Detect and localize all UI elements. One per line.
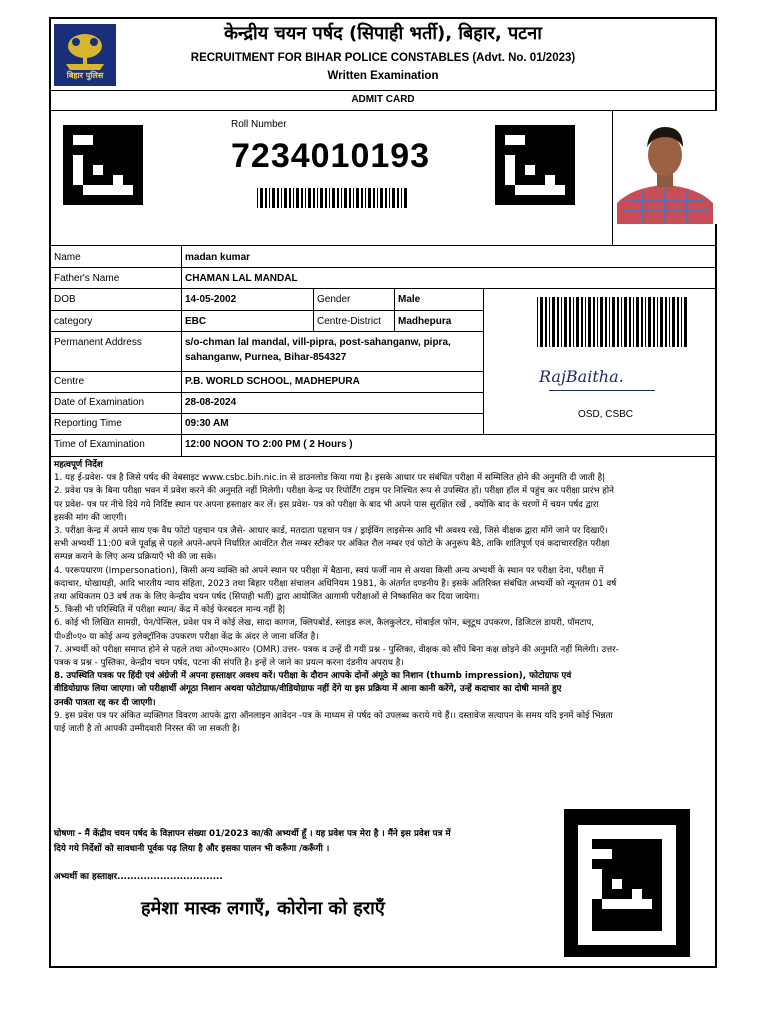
district-label: Centre-District <box>317 316 381 327</box>
father-label: Father's Name <box>54 273 120 284</box>
declaration-line1: घोषणा - मैं केंद्रीय चयन पर्षद के विज्ञापन संख्या 01/2023 का/की अभ्यर्थी हूँ । यह प्रवेश पत्र मेरा है । मैंने इस प्रवेश पत्र में <box>54 829 451 839</box>
candidate-barcode <box>537 297 687 347</box>
exam-time-value: 12:00 NOON TO 2:00 PM ( 2 Hours ) <box>185 439 353 450</box>
instruction-9b: पाई जाती है तो आपकी उम्मीदवारी निरस्त की जा सकती है। <box>54 724 241 735</box>
category-value: EBC <box>185 316 207 327</box>
instruction-8c: उनकी पात्रता रद्द कर दी जाएगी। <box>54 697 156 708</box>
father-value: CHAMAN LAL MANDAL <box>185 273 298 284</box>
declaration-line2: दिये गये निर्देशों को सावधानी पूर्वक पढ़ लिया है और इसका पालन भी करूँगा /करूँगी । <box>54 844 330 854</box>
instruction-3c: सम्पन्न कराने के लिए अन्य प्रक्रियाएँ भी की जा सके। <box>54 552 217 563</box>
instruction-5: 5. किसी भी परिस्थिति में परीक्षा स्थान/ केंद्र में कोई फेरबदल मान्य नहीं है| <box>54 605 286 616</box>
instructions <box>54 459 714 736</box>
roll-barcode <box>257 188 407 208</box>
admit-card-title: ADMIT CARD <box>351 94 415 105</box>
name-label: Name <box>54 252 81 263</box>
roll-number-label: Roll Number <box>231 119 287 130</box>
admit-card <box>49 17 717 968</box>
dob-value: 14-05-2002 <box>185 294 237 305</box>
centre-value: P.B. WORLD SCHOOL, MADHEPURA <box>185 376 360 387</box>
roll-number: 7234010193 <box>231 137 431 175</box>
title-hindi: केन्द्रीय चयन पर्षद (सिपाही भर्ती), बिहार, पटना <box>224 23 542 44</box>
instruction-7a: 7. अभ्यर्थी को परीक्षा समाप्त होने से पहले तथा ओ०एम०आर० (OMR) उत्तर- पत्रक व उन्हें दी गयी प्रश्न - पुस्तिका, वीक्षक को सौंपे बिना कक्ष छोड़ने की अनुमति नहीं मिलेगी। उत्तर- <box>54 644 619 655</box>
title-english: RECRUITMENT FOR BIHAR POLICE CONSTABLES (Advt. No. 01/2023) <box>190 52 576 64</box>
instructions-heading: महत्वपूर्ण निर्देश <box>54 460 103 470</box>
category-label: category <box>54 316 93 327</box>
exam-type: Written Examination <box>327 70 439 82</box>
logo-text: बिहार पुलिस <box>66 71 104 80</box>
qr-code-bottom-inner <box>592 839 662 927</box>
gender-value: Male <box>398 294 421 305</box>
address-line1: s/o-chman lal mandal, vill-pipra, post-sahanganw, pipra, <box>185 337 451 348</box>
instruction-2c: इसकी मांग की जाएगी। <box>54 512 127 523</box>
instruction-7b: पत्रक व प्रश्न - पुस्तिका, केन्द्रीय चयन पर्षद, पटना की संपति है। इन्हें ले जाने का प्रयत्न करना दंडनीय अपराध है। <box>54 658 404 669</box>
qr-code-left <box>63 125 143 205</box>
instruction-3b: सभी अभ्यर्थी 11:00 बजे पूर्वाह्न से पहले अपने-अपने निर्धारित आवंटित रौल नम्बर स्टीकर पर अंकित रौल नम्बर एवं फोटो के अनुरूप बैठे, ताकि शांतिपूर्ण एवं कदाचाररहित परीक्षा <box>54 539 610 550</box>
declaration <box>54 827 554 857</box>
instruction-6a: 6. कोई भी लिखित सामग्री, पेन/पेन्सिल, प्रवेश पत्र में कोई लेख, सादा कागज, क्लिपबोर्ड, स्लाइड रूल, कैलकुलेटर, मोबाईल फोन, ब्लूटूथ उपकरण, डिजिटल डायरी, पॉमटाप, <box>54 618 595 629</box>
reporting-value: 09:30 AM <box>185 418 229 429</box>
instruction-1: 1. यह ई-प्रवेश- पत्र है जिसे पर्षद की वेबसाइट www.csbc.bih.nic.in से डाउनलोड किया गया है। इसके आधार पर संबंधित परीक्षा में सम्मिलित होने की अनुमति दी जाती है| <box>54 473 606 484</box>
dob-label: DOB <box>54 294 76 305</box>
exam-date-label: Date of Examination <box>54 397 145 408</box>
exam-date-value: 28-08-2024 <box>185 397 237 408</box>
instruction-2a: 2. प्रवेश पत्र के बिना परीक्षा भवन में प्रवेश करने की अनुमति नहीं मिलेगी। परीक्षा केन्द्र पर रिपोर्टिंग टाइम पर निश्चित रूप से उपस्थित हों। परीक्षा हॉल में पहुंच कर परीक्षा प्रारंभ होने <box>54 486 614 497</box>
district-value: Madhepura <box>398 316 452 327</box>
reporting-label: Reporting Time <box>54 418 122 429</box>
exam-time-label: Time of Examination <box>54 439 145 450</box>
candidate-signature-field: अभ्यर्थी का हस्ताक्षर................................ <box>54 872 223 882</box>
gender-label: Gender <box>317 294 351 305</box>
instruction-2b: पर प्रवेश- पत्र पर नीचे दिये गये निर्दिष्ट स्थान पर अपना हस्ताक्षर कर लें। इस प्रवेश- पत्र को परीक्षा के बाद भी अपने पास सुरक्षित रखें , क्योंकि बाद के चरणों में चयन पर्षद द्वारा <box>54 499 599 510</box>
slogan: हमेशा मास्क लगाएँ, कोरोना को हराएँ <box>141 898 385 919</box>
instruction-4c: तथा अधिकतम 03 वर्ष तक के लिए केन्द्रीय चयन पर्षद (सिपाही भर्ती) द्वारा आयोजित आगामी परीक्षाओं से निष्कासित कर दिया जायेगा। <box>54 592 480 603</box>
qr-code-right <box>495 125 575 205</box>
address-line2: sahanganw, Purnea, Bihar-854327 <box>185 352 347 363</box>
instruction-9a: 9. इस प्रवेश पत्र पर अंकित व्यक्तिगत विवरण आपके द्वारा ऑनलाइन आवेदन -पत्र के माध्यम से पर्षद को उपलब्ध कराये गये हैं।। दस्तावेज सत्यापन के समय यदि इनमें कोई भिन्नता <box>54 710 613 721</box>
instruction-4a: 4. पररूपधारण (Impersonation), किसी अन्य व्यक्ति को अपने स्थान पर परीक्षा में बैठाना, स्वयं फर्जी नाम से अथवा किसी अन्य अभ्यर्थी के स्थान पर परीक्षा देना, परीक्षा में <box>54 565 604 576</box>
name-value: madan kumar <box>185 252 251 263</box>
centre-label: Centre <box>54 376 85 387</box>
instruction-6b: पी०डी०ए० या कोई अन्य इलेक्ट्रॉनिक उपकरण परीक्षा केंद्र के अंदर ले जाना वर्जित है। <box>54 631 319 642</box>
osd-designation: OSD, CSBC <box>578 409 634 420</box>
address-label: Permanent Address <box>54 337 142 348</box>
candidate-photo <box>613 111 717 224</box>
instruction-3a: 3. परीक्षा केन्द्र में अपने साथ एक वैध फोटो पहचान पत्र जैसे- आधार कार्ड, मतदाता पहचान पत्र / ड्राईविंग लाइसेन्स आदि भी अवश्य रखे, जिसे वीक्षक द्वारा माँगे जाने पर दिखाएँ। <box>54 526 608 537</box>
instruction-4b: कदाचार, धोखाधड़ी, आदि भारतीय न्याय संहिता, 2023 तथा बिहार परीक्षा संचालन अधिनियम 1981, के अंतर्गत दण्डनीय है। इसके अतिरिक्त संबंधित अभ्यर्थी को न्यूनतम 01 वर्ष <box>54 578 617 589</box>
osd-signature: RajBaitha. <box>539 367 624 386</box>
instruction-8b: वीडियोग्राफ लिया जाएगा। जो परीक्षार्थी अंगूठा निशान अथवा फोटोग्राफ/वीडियोग्राफ नहीं देंगे या इस प्रक्रिया में आना कानी करेंगे, उन्हें कदाचार का दोषी मानते हुए <box>54 684 562 695</box>
instruction-8a: 8. उपस्थिति पत्रक पर हिंदी एवं अंग्रेजी में अपना हस्ताक्षर अवश्य करें। परीक्षा के दौरान आपके दोनों अंगूठे का निशान (thumb impression), फोटोग्राफ एवं <box>54 671 572 682</box>
divider <box>51 90 715 91</box>
signature-underline <box>549 390 655 391</box>
